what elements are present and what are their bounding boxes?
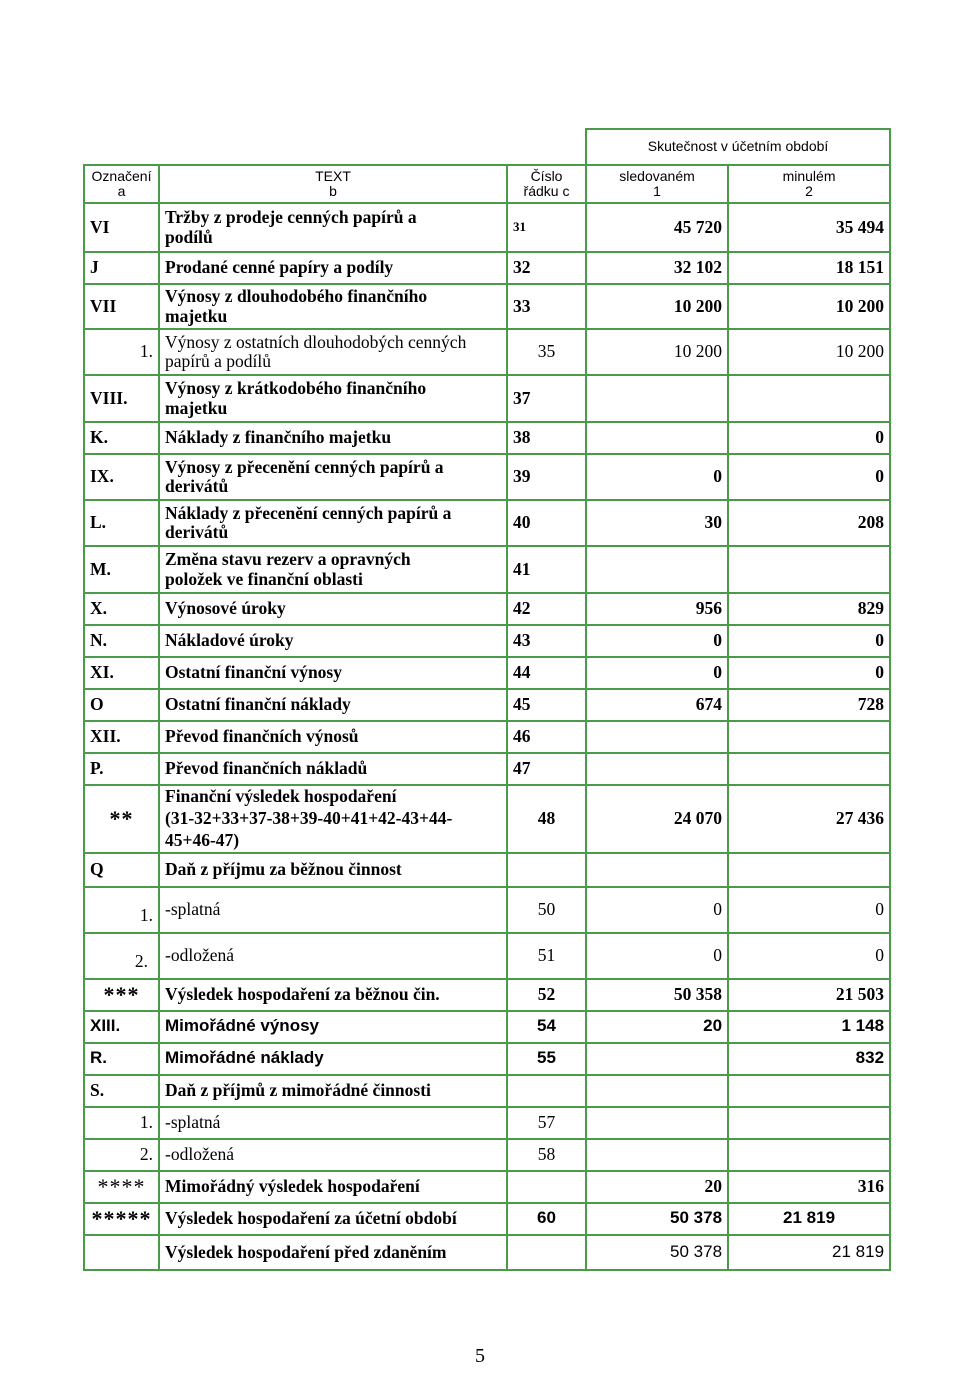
row-number: 41	[507, 546, 586, 593]
table-row	[84, 500, 890, 546]
row-number: 47	[507, 753, 586, 785]
table-row	[84, 1171, 890, 1203]
table-row	[84, 979, 890, 1011]
mark-header: Označení a	[84, 165, 159, 203]
current-value	[586, 375, 728, 422]
row-text: Mimořádný výsledek hospodaření	[159, 1171, 507, 1203]
row-mark: K.	[84, 422, 159, 454]
row-number: 50	[507, 887, 586, 933]
row-number: 45	[507, 689, 586, 721]
row-number: 37	[507, 375, 586, 422]
previous-value: 27 436	[728, 785, 890, 853]
current-value: 50 378	[586, 1203, 728, 1235]
row-mark: X.	[84, 593, 159, 625]
current-value	[586, 1075, 728, 1107]
row-number	[507, 853, 586, 887]
row-text: Výnosové úroky	[159, 593, 507, 625]
table-row	[84, 546, 890, 593]
row-mark	[84, 1235, 159, 1270]
row-number	[507, 1075, 586, 1107]
table-row	[84, 593, 890, 625]
previous-value: 832	[728, 1043, 890, 1075]
row-text: Mimořádné výnosy	[159, 1011, 507, 1043]
current-value: 30	[586, 500, 728, 546]
current-value: 0	[586, 625, 728, 657]
row-text: Výsledek hospodaření za běžnou čin.	[159, 979, 507, 1011]
row-text: Daň z příjmu za běžnou činnost	[159, 853, 507, 887]
current-value: 45 720	[586, 203, 728, 252]
current-value: 956	[586, 593, 728, 625]
current-value: 50 358	[586, 979, 728, 1011]
current-value	[586, 1107, 728, 1139]
table-row	[84, 454, 890, 500]
row-mark: 1.	[84, 887, 159, 933]
previous-value: 0	[728, 657, 890, 689]
row-mark: 2.	[84, 933, 159, 979]
row-text: -splatná	[159, 1107, 507, 1139]
financial-results-table	[83, 128, 891, 1271]
current-period-header: sledovaném 1	[586, 165, 728, 203]
row-text: Ostatní finanční výnosy	[159, 657, 507, 689]
table-row	[84, 1139, 890, 1171]
row-text: Mimořádné náklady	[159, 1043, 507, 1075]
previous-value: 21 819	[728, 1235, 890, 1270]
row-number: 57	[507, 1107, 586, 1139]
row-text: Daň z příjmů z mimořádné činnosti	[159, 1075, 507, 1107]
row-mark: O	[84, 689, 159, 721]
row-mark: *****	[84, 1203, 159, 1235]
previous-value	[728, 753, 890, 785]
current-value: 24 070	[586, 785, 728, 853]
table-row	[84, 284, 890, 329]
row-text: Výnosy z dlouhodobého finančního majetku	[159, 284, 507, 329]
current-value	[586, 422, 728, 454]
row-number: 39	[507, 454, 586, 500]
row-number: 46	[507, 721, 586, 753]
row-mark: XII.	[84, 721, 159, 753]
current-value	[586, 853, 728, 887]
current-value: 0	[586, 454, 728, 500]
table-row	[84, 721, 890, 753]
row-number: 42	[507, 593, 586, 625]
row-mark: J	[84, 252, 159, 284]
current-value: 0	[586, 933, 728, 979]
current-value: 32 102	[586, 252, 728, 284]
previous-value: 0	[728, 422, 890, 454]
current-value: 0	[586, 657, 728, 689]
row-text: Převod finančních výnosů	[159, 721, 507, 753]
previous-value: 316	[728, 1171, 890, 1203]
previous-value: 21 819	[728, 1203, 890, 1235]
row-number: 58	[507, 1139, 586, 1171]
table-row	[84, 689, 890, 721]
current-value: 20	[586, 1171, 728, 1203]
row-number: 55	[507, 1043, 586, 1075]
row-mark: **	[84, 785, 159, 853]
previous-value	[728, 1107, 890, 1139]
text-header: TEXT b	[159, 165, 507, 203]
previous-value: 0	[728, 933, 890, 979]
table-row	[84, 657, 890, 689]
table-row	[84, 625, 890, 657]
current-value: 20	[586, 1011, 728, 1043]
row-number: 51	[507, 933, 586, 979]
current-value: 50 378	[586, 1235, 728, 1270]
previous-value: 35 494	[728, 203, 890, 252]
row-mark: 1.	[84, 1107, 159, 1139]
row-number: 54	[507, 1011, 586, 1043]
row-text: Výnosy z krátkodobého finančního majetku	[159, 375, 507, 422]
row-number: 32	[507, 252, 586, 284]
row-number: 48	[507, 785, 586, 853]
row-text: Finanční výsledek hospodaření (31-32+33+37-38+39-40+41+42-43+44- 45+46-47)	[159, 785, 507, 853]
row-mark: R.	[84, 1043, 159, 1075]
previous-value	[728, 375, 890, 422]
current-value: 0	[586, 887, 728, 933]
previous-value: 10 200	[728, 329, 890, 375]
page-number: 5	[475, 1345, 485, 1367]
table-row	[84, 203, 890, 252]
previous-value	[728, 853, 890, 887]
row-number: 60	[507, 1203, 586, 1235]
previous-value: 728	[728, 689, 890, 721]
row-text: Náklady z finančního majetku	[159, 422, 507, 454]
row-number: 35	[507, 329, 586, 375]
row-mark: 1.	[84, 329, 159, 375]
header-columns-row	[84, 165, 890, 203]
row-mark: M.	[84, 546, 159, 593]
table-row	[84, 1075, 890, 1107]
row-text: Ostatní finanční náklady	[159, 689, 507, 721]
row-mark: ****	[84, 1171, 159, 1203]
table-row	[84, 1107, 890, 1139]
previous-value: 0	[728, 454, 890, 500]
current-value	[586, 1139, 728, 1171]
row-text: Tržby z prodeje cenných papírů a podílů	[159, 203, 507, 252]
previous-value: 18 151	[728, 252, 890, 284]
header-period-row	[84, 129, 890, 165]
previous-value: 208	[728, 500, 890, 546]
current-value	[586, 721, 728, 753]
current-value	[586, 1043, 728, 1075]
current-value: 10 200	[586, 284, 728, 329]
previous-value	[728, 1139, 890, 1171]
row-number: 38	[507, 422, 586, 454]
previous-value	[728, 1075, 890, 1107]
previous-value	[728, 546, 890, 593]
previous-value: 829	[728, 593, 890, 625]
table-row	[84, 1203, 890, 1235]
current-value: 10 200	[586, 329, 728, 375]
table-row	[84, 329, 890, 375]
row-mark: L.	[84, 500, 159, 546]
row-number: 52	[507, 979, 586, 1011]
previous-value: 0	[728, 887, 890, 933]
previous-value: 21 503	[728, 979, 890, 1011]
row-number	[507, 1171, 586, 1203]
row-mark: P.	[84, 753, 159, 785]
table-row	[84, 785, 890, 853]
row-text: Změna stavu rezerv a opravných položek ve finanční oblasti	[159, 546, 507, 593]
row-number	[507, 1235, 586, 1270]
row-mark: XIII.	[84, 1011, 159, 1043]
previous-value: 10 200	[728, 284, 890, 329]
row-mark: Q	[84, 853, 159, 887]
row-text: Výnosy z přecenění cenných papírů a derivátů	[159, 454, 507, 500]
table-row	[84, 933, 890, 979]
row-number: 31	[507, 203, 586, 252]
row-mark: 2.	[84, 1139, 159, 1171]
row-mark: N.	[84, 625, 159, 657]
row-text: -odložená	[159, 933, 507, 979]
row-number: 43	[507, 625, 586, 657]
table-row	[84, 1235, 890, 1270]
header-blank	[84, 129, 586, 165]
table-row	[84, 375, 890, 422]
row-text: Výnosy z ostatních dlouhodobých cenných papírů a podílů	[159, 329, 507, 375]
row-number-header: Číslo řádku c	[507, 165, 586, 203]
table-row	[84, 1011, 890, 1043]
row-mark: ***	[84, 979, 159, 1011]
current-value	[586, 546, 728, 593]
row-number: 40	[507, 500, 586, 546]
previous-period-header: minulém 2	[728, 165, 890, 203]
row-text: Výsledek hospodaření za účetní období	[159, 1203, 507, 1235]
table-row	[84, 753, 890, 785]
row-mark: VII	[84, 284, 159, 329]
current-value	[586, 753, 728, 785]
current-value: 674	[586, 689, 728, 721]
row-text: Výsledek hospodaření před zdaněním	[159, 1235, 507, 1270]
table-row	[84, 887, 890, 933]
row-mark: IX.	[84, 454, 159, 500]
row-mark: VI	[84, 203, 159, 252]
previous-value	[728, 721, 890, 753]
row-number: 44	[507, 657, 586, 689]
table-row	[84, 252, 890, 284]
row-text: Prodané cenné papíry a podíly	[159, 252, 507, 284]
row-mark: XI.	[84, 657, 159, 689]
previous-value: 0	[728, 625, 890, 657]
period-header: Skutečnost v účetním období	[586, 129, 890, 165]
row-text: Převod finančních nákladů	[159, 753, 507, 785]
previous-value: 1 148	[728, 1011, 890, 1043]
row-text: -splatná	[159, 887, 507, 933]
table-row	[84, 422, 890, 454]
row-text: Náklady z přecenění cenných papírů a derivátů	[159, 500, 507, 546]
row-text: Nákladové úroky	[159, 625, 507, 657]
row-number: 33	[507, 284, 586, 329]
row-text: -odložená	[159, 1139, 507, 1171]
table-row	[84, 1043, 890, 1075]
row-mark: VIII.	[84, 375, 159, 422]
row-mark: S.	[84, 1075, 159, 1107]
table-row	[84, 853, 890, 887]
